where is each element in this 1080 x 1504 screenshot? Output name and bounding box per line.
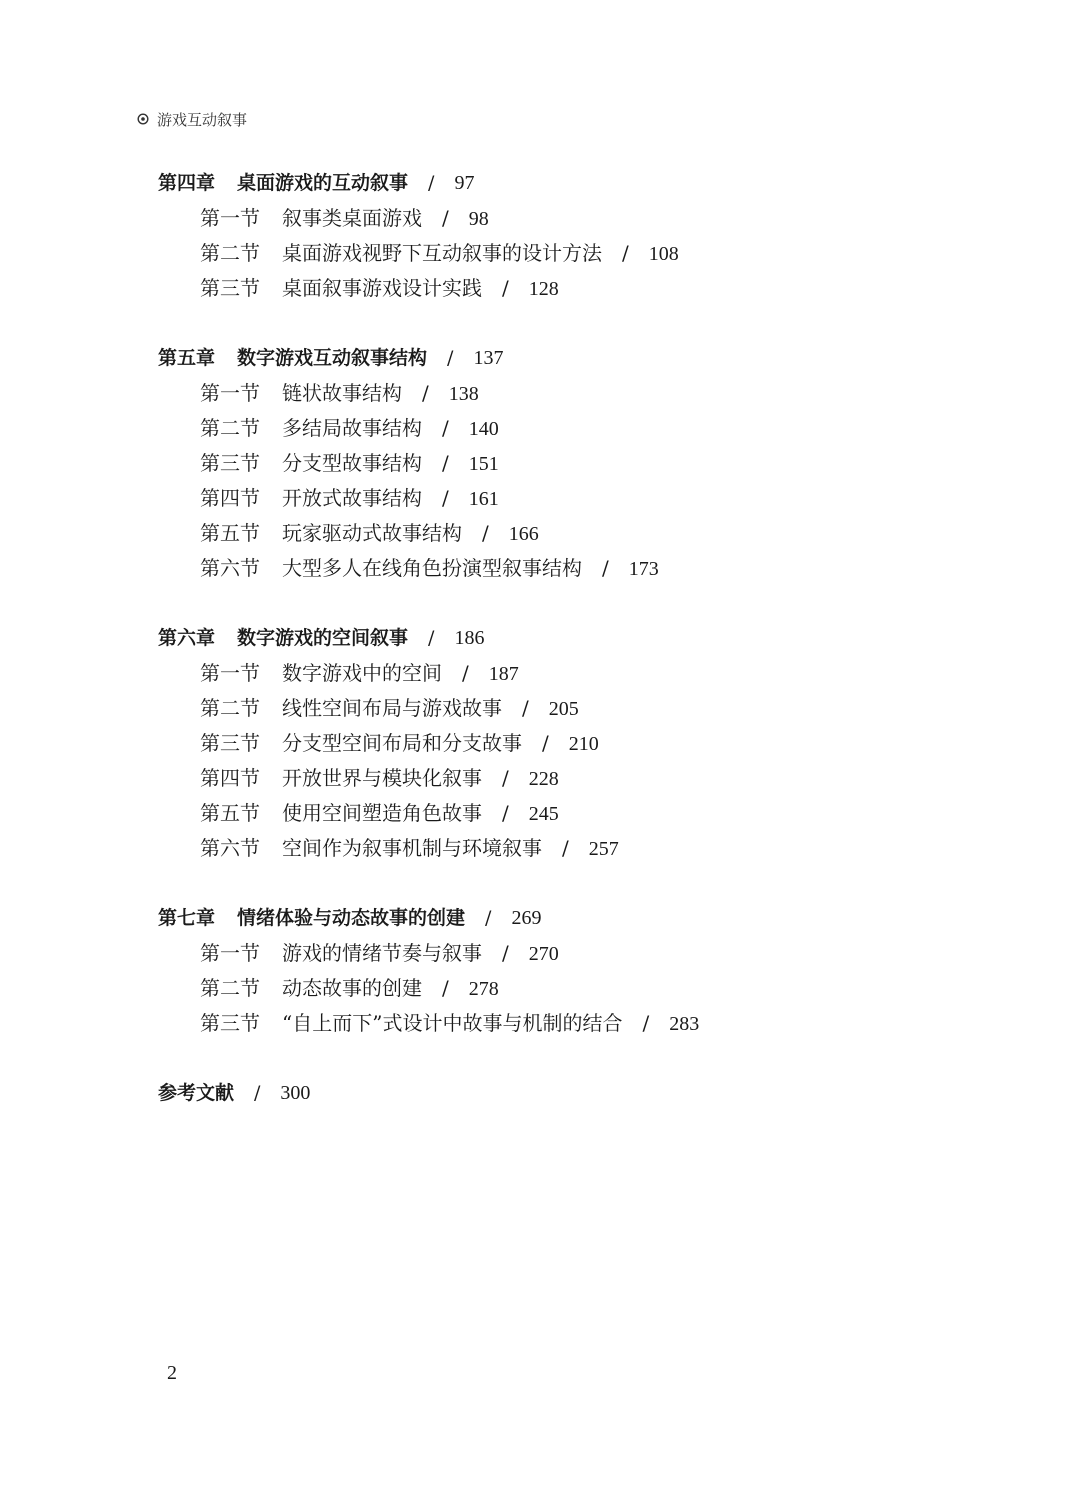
chapter-title: 数字游戏的空间叙事	[237, 627, 409, 649]
chapter-page: 186	[454, 627, 485, 649]
section-entry[interactable]	[158, 271, 1018, 306]
section-entry[interactable]	[158, 761, 1018, 796]
separator: /	[462, 661, 469, 685]
chapter-block	[158, 166, 1018, 306]
section-number: 第五节	[200, 521, 260, 545]
separator: /	[254, 1082, 261, 1104]
section-page: 140	[468, 418, 499, 440]
section-title: 多结局故事结构	[282, 416, 422, 440]
section-entry[interactable]	[158, 236, 1018, 271]
separator: /	[442, 976, 449, 1000]
section-title: 游戏的情绪节奏与叙事	[282, 941, 482, 965]
section-page: 166	[508, 523, 539, 545]
section-number: 第三节	[200, 731, 260, 755]
section-page: 270	[528, 943, 559, 965]
references-title: 参考文献	[158, 1082, 235, 1104]
chapter-number: 第六章	[158, 627, 216, 649]
section-title: 玩家驱动式故事结构	[282, 521, 462, 545]
table-of-contents	[158, 166, 1018, 1111]
separator: /	[502, 766, 509, 790]
separator: /	[428, 627, 435, 649]
section-entry[interactable]	[158, 1006, 1018, 1041]
header-title: 游戏互动叙事	[157, 110, 248, 129]
separator: /	[602, 556, 609, 580]
separator: /	[622, 241, 629, 265]
separator: /	[428, 172, 435, 194]
section-number: 第六节	[200, 556, 260, 580]
separator: /	[442, 206, 449, 230]
section-number: 第二节	[200, 696, 260, 720]
section-entry[interactable]	[158, 446, 1018, 481]
separator: /	[522, 696, 529, 720]
section-number: 第五节	[200, 801, 260, 825]
chapter-entry[interactable]	[158, 166, 1018, 201]
chapter-block	[158, 621, 1018, 866]
separator: /	[442, 451, 449, 475]
chapter-entry[interactable]	[158, 901, 1018, 936]
section-page: 257	[588, 838, 619, 860]
section-number: 第一节	[200, 206, 260, 230]
section-title: 大型多人在线角色扮演型叙事结构	[282, 556, 582, 580]
separator: /	[642, 1011, 650, 1035]
references-page: 300	[280, 1082, 311, 1104]
section-title: 数字游戏中的空间	[282, 661, 442, 685]
separator: /	[422, 381, 429, 405]
section-title: 叙事类桌面游戏	[282, 206, 422, 230]
chapter-block	[158, 341, 1018, 586]
separator: /	[442, 486, 449, 510]
chapter-block	[158, 901, 1018, 1041]
chapter-entry[interactable]	[158, 621, 1018, 656]
section-number: 第一节	[200, 381, 260, 405]
section-title: 桌面游戏视野下互动叙事的设计方法	[282, 241, 602, 265]
separator: /	[542, 731, 549, 755]
section-entry[interactable]	[158, 936, 1018, 971]
section-entry[interactable]	[158, 831, 1018, 866]
section-number: 第一节	[200, 661, 260, 685]
chapter-number: 第四章	[158, 172, 216, 194]
section-page: 228	[528, 768, 559, 790]
section-number: 第二节	[200, 976, 260, 1000]
section-entry[interactable]	[158, 516, 1018, 551]
section-page: 245	[528, 803, 559, 825]
section-page: 173	[628, 558, 659, 580]
section-page: 187	[488, 663, 519, 685]
section-entry[interactable]	[158, 971, 1018, 1006]
section-title: 分支型故事结构	[282, 451, 422, 475]
section-page: 161	[468, 488, 499, 510]
section-page: 108	[648, 243, 679, 265]
separator: /	[502, 801, 509, 825]
chapter-title: 桌面游戏的互动叙事	[237, 172, 409, 194]
section-title: “自上而下”式设计中故事与机制的结合	[282, 1011, 623, 1035]
section-entry[interactable]	[158, 691, 1018, 726]
chapter-page: 269	[511, 907, 542, 929]
section-number: 第二节	[200, 416, 260, 440]
chapter-title: 情绪体验与动态故事的创建	[237, 907, 466, 929]
section-entry[interactable]	[158, 411, 1018, 446]
section-page: 283	[669, 1013, 700, 1035]
chapter-number: 第七章	[158, 907, 216, 929]
section-number: 第三节	[200, 276, 260, 300]
section-page: 98	[468, 208, 489, 230]
separator: /	[562, 836, 569, 860]
section-entry[interactable]	[158, 656, 1018, 691]
section-number: 第二节	[200, 241, 260, 265]
section-entry[interactable]	[158, 796, 1018, 831]
section-title: 分支型空间布局和分支故事	[282, 731, 522, 755]
separator: /	[502, 941, 509, 965]
section-entry[interactable]	[158, 481, 1018, 516]
references-entry[interactable]	[158, 1076, 1018, 1111]
section-title: 使用空间塑造角色故事	[282, 801, 482, 825]
section-entry[interactable]	[158, 726, 1018, 761]
section-title: 链状故事结构	[282, 381, 402, 405]
section-title: 动态故事的创建	[282, 976, 422, 1000]
separator: /	[482, 521, 489, 545]
separator: /	[442, 416, 449, 440]
section-entry[interactable]	[158, 376, 1018, 411]
section-title: 空间作为叙事机制与环境叙事	[282, 836, 542, 860]
chapter-number: 第五章	[158, 347, 216, 369]
separator: /	[447, 347, 454, 369]
section-page: 138	[448, 383, 479, 405]
separator: /	[485, 907, 492, 929]
section-title: 开放式故事结构	[282, 486, 422, 510]
section-page: 151	[468, 453, 499, 475]
section-entry[interactable]	[158, 551, 1018, 586]
section-page: 278	[468, 978, 499, 1000]
section-page: 205	[548, 698, 579, 720]
separator: /	[502, 276, 509, 300]
running-header	[137, 107, 247, 131]
section-number: 第四节	[200, 486, 260, 510]
section-title: 开放世界与模块化叙事	[282, 766, 482, 790]
section-page: 128	[528, 278, 559, 300]
section-page: 210	[568, 733, 599, 755]
section-title: 线性空间布局与游戏故事	[282, 696, 502, 720]
section-number: 第三节	[200, 451, 260, 475]
section-number: 第一节	[200, 941, 260, 965]
page-number: 2	[167, 1362, 177, 1384]
chapter-page: 137	[473, 347, 504, 369]
section-number: 第六节	[200, 836, 260, 860]
section-title: 桌面叙事游戏设计实践	[282, 276, 482, 300]
section-number: 第四节	[200, 766, 260, 790]
section-entry[interactable]	[158, 201, 1018, 236]
chapter-page: 97	[454, 172, 475, 194]
section-number: 第三节	[200, 1011, 260, 1035]
chapter-title: 数字游戏互动叙事结构	[237, 347, 428, 369]
chapter-entry[interactable]	[158, 341, 1018, 376]
circle-dot-icon	[137, 113, 149, 125]
